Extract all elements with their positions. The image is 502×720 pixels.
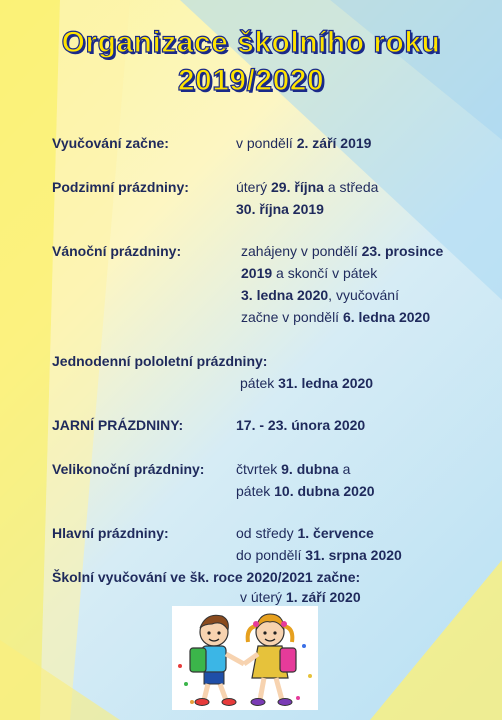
value-text: a xyxy=(338,461,351,477)
christmas-holiday-value-line-1 xyxy=(241,240,443,262)
value-date: 6. ledna 2020 xyxy=(342,309,431,325)
value-text: do pondělí xyxy=(236,547,306,563)
page-title xyxy=(0,24,502,100)
value-date: 1. července xyxy=(297,525,374,541)
school-start-value xyxy=(236,132,371,154)
christmas-holiday-value-line-3 xyxy=(241,284,399,306)
title-line-1: Organizace školního roku xyxy=(61,26,441,59)
next-year-start-value xyxy=(240,586,361,608)
value-date: 3. ledna 2020 xyxy=(241,287,329,303)
value-date: 29. října xyxy=(271,179,324,195)
value-date: 1. září 2020 xyxy=(285,589,361,605)
children-illustration xyxy=(172,606,318,710)
label-text: Školní vyučování ve šk. roce 2020/2021 začne: xyxy=(52,569,361,585)
value-date: 2019 xyxy=(241,265,273,281)
autumn-holiday-label xyxy=(52,176,189,198)
label-text: JARNÍ PRÁZDNINY: xyxy=(52,417,184,433)
autumn-holiday-value-line-2 xyxy=(236,198,324,220)
label-text: Jednodenní pololetní prázdniny: xyxy=(52,353,268,369)
christmas-holiday-value-line-4 xyxy=(241,306,430,328)
value-text: v úterý xyxy=(240,589,286,605)
next-year-start-label xyxy=(52,566,360,588)
easter-holiday-label xyxy=(52,458,204,480)
value-text: pátek xyxy=(240,375,279,391)
label-text: Velikonoční prázdniny: xyxy=(52,461,205,477)
value-date: 31. srpna 2020 xyxy=(305,547,402,563)
value-text: čtvrtek xyxy=(236,461,282,477)
easter-holiday-value-line-2 xyxy=(236,480,375,502)
value-text: pátek xyxy=(236,483,275,499)
school-start-label xyxy=(52,132,169,154)
label-text: Vánoční prázdniny: xyxy=(52,243,182,259)
title-line-2: 2019/2020 xyxy=(177,64,325,97)
value-text: v pondělí xyxy=(236,135,297,151)
value-date: 30. října 2019 xyxy=(236,201,324,217)
value-date: 10. dubna 2020 xyxy=(274,483,375,499)
label-text: Vyučování začne: xyxy=(52,135,169,151)
value-date: 2. září 2019 xyxy=(296,135,372,151)
spring-holiday-value xyxy=(236,414,365,436)
autumn-holiday-value-line-1 xyxy=(236,176,378,198)
value-text: začne v pondělí xyxy=(241,309,343,325)
value-text: a středa xyxy=(323,179,379,195)
spring-holiday-label xyxy=(52,414,183,436)
label-text: Hlavní prázdniny: xyxy=(52,525,169,541)
value-date: 17. - 23. února 2020 xyxy=(236,417,366,433)
value-text: úterý xyxy=(236,179,272,195)
christmas-holiday-value-line-2 xyxy=(241,262,377,284)
value-text: , vyučování xyxy=(328,287,399,303)
summer-holiday-value-line-1 xyxy=(236,522,374,544)
value-text: zahájeny v pondělí xyxy=(241,243,362,259)
value-text: od středy xyxy=(236,525,298,541)
value-text: a skončí v pátek xyxy=(272,265,378,281)
christmas-holiday-label xyxy=(52,240,181,262)
semester-holiday-label xyxy=(52,350,267,372)
label-text: Podzimní prázdniny: xyxy=(52,179,189,195)
easter-holiday-value-line-1 xyxy=(236,458,350,480)
value-date: 9. dubna xyxy=(281,461,339,477)
summer-holiday-label xyxy=(52,522,169,544)
children-walking-icon xyxy=(172,606,318,710)
value-date: 31. ledna 2020 xyxy=(278,375,374,391)
value-date: 23. prosince xyxy=(361,243,444,259)
summer-holiday-value-line-2 xyxy=(236,544,402,566)
semester-holiday-value xyxy=(240,372,373,394)
